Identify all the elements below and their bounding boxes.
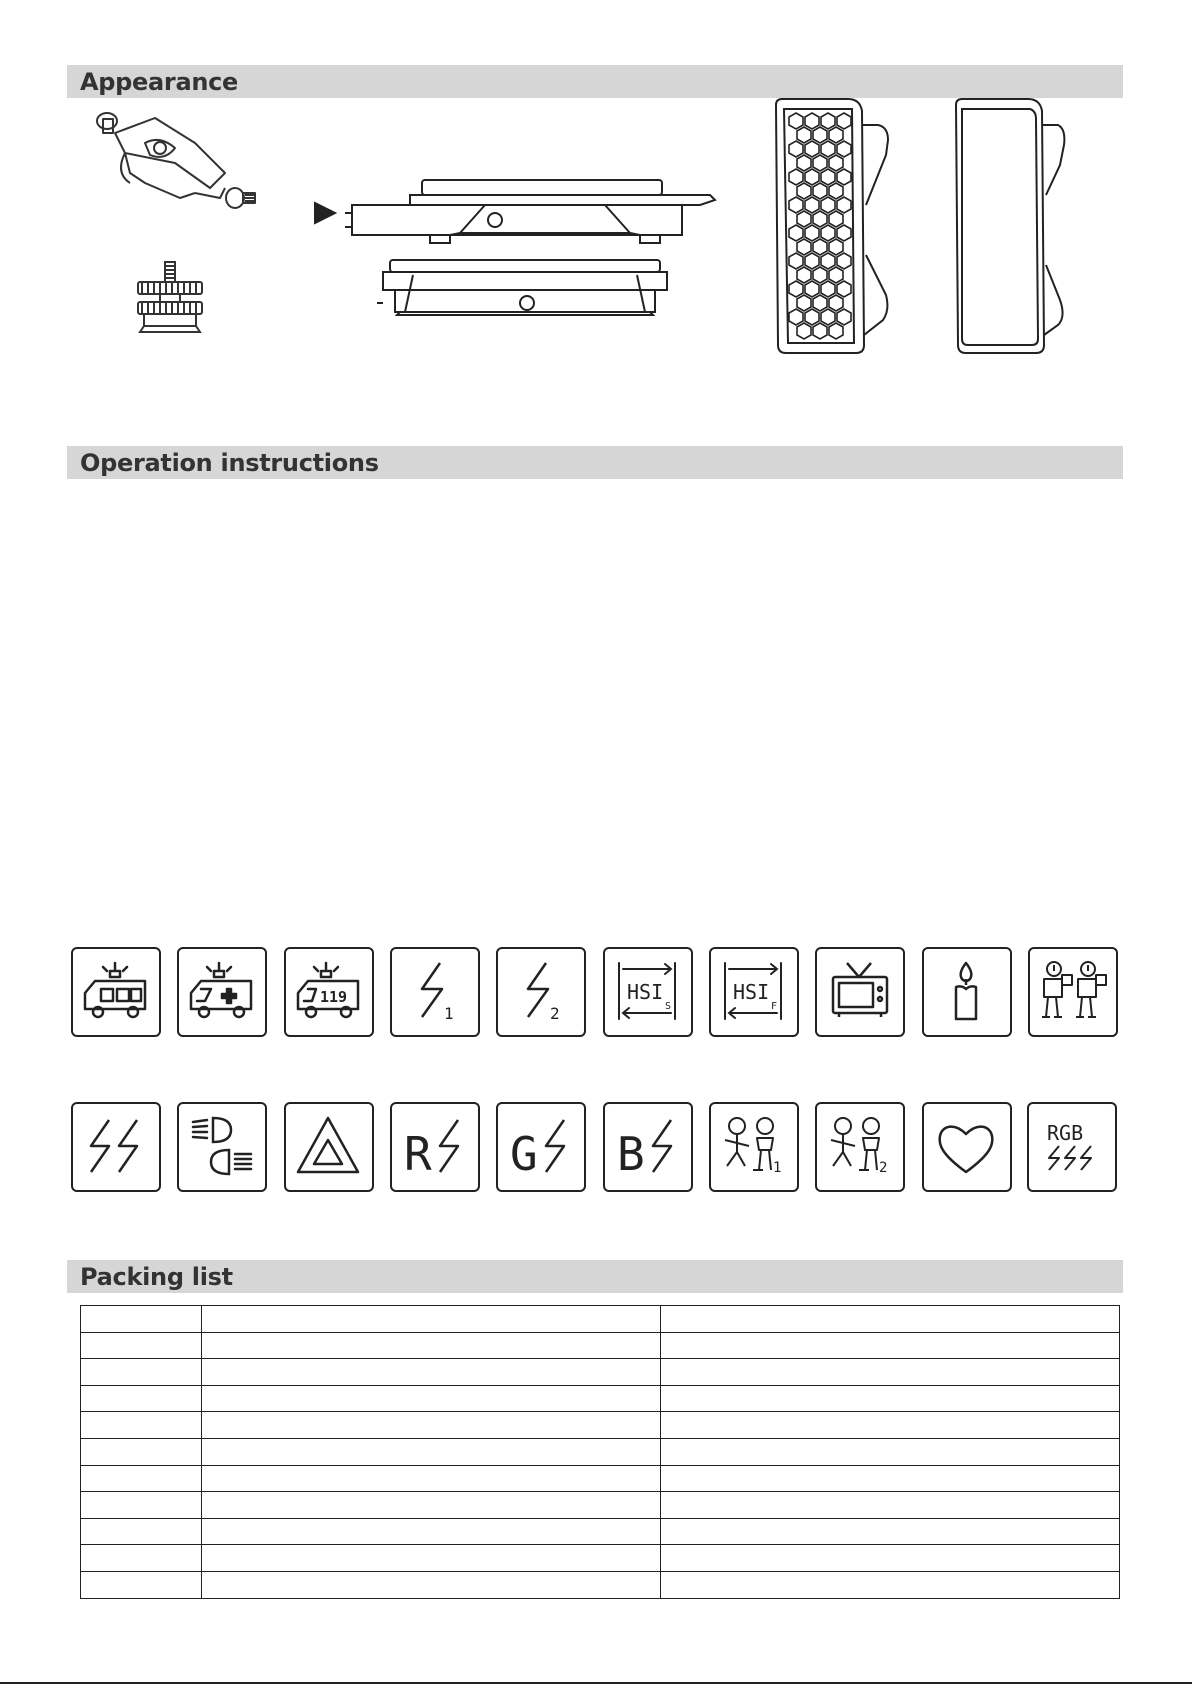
section-title: Packing list — [80, 1263, 233, 1291]
svg-text:F: F — [771, 1001, 778, 1012]
svg-text:1: 1 — [444, 1004, 454, 1023]
table-cell — [202, 1359, 661, 1386]
table-cell — [202, 1332, 661, 1359]
table-cell — [202, 1306, 661, 1333]
svg-text:G: G — [510, 1127, 538, 1181]
section-title: Operation instructions — [80, 449, 379, 477]
table-cell — [202, 1438, 661, 1465]
cold-shoe-adapter-illustration — [130, 260, 210, 340]
table-cell — [661, 1359, 1120, 1386]
page-bottom-rule — [0, 1682, 1192, 1684]
fire-truck-icon — [284, 947, 374, 1037]
table-row — [81, 1545, 1120, 1572]
svg-text:R: R — [404, 1127, 432, 1181]
lightning-1-icon — [390, 947, 480, 1037]
double-lightning-icon — [71, 1102, 161, 1192]
table-cell — [202, 1571, 661, 1598]
table-cell — [202, 1465, 661, 1492]
table-cell — [202, 1492, 661, 1519]
heart-icon — [922, 1102, 1012, 1192]
table-row — [81, 1332, 1120, 1359]
table-row — [81, 1571, 1120, 1598]
table-cell — [81, 1332, 202, 1359]
table-cell — [661, 1306, 1120, 1333]
table-cell — [81, 1492, 202, 1519]
rgb-flash-icon — [1027, 1102, 1117, 1192]
tv-icon — [815, 947, 905, 1037]
diffuser-accessory — [948, 95, 1070, 357]
light-panel-side-view-insert — [310, 175, 720, 250]
hsi-f-icon — [709, 947, 799, 1037]
table-cell — [661, 1412, 1120, 1439]
table-cell — [81, 1571, 202, 1598]
section-header-packing — [67, 1260, 1123, 1293]
dancing-1-icon — [709, 1102, 799, 1192]
red-flash-icon — [390, 1102, 480, 1192]
dancing-2-icon — [815, 1102, 905, 1192]
svg-text:119: 119 — [320, 988, 348, 1006]
svg-text:1: 1 — [773, 1160, 782, 1176]
table-row — [81, 1412, 1120, 1439]
table-cell — [81, 1385, 202, 1412]
table-cell — [661, 1465, 1120, 1492]
table-cell — [81, 1545, 202, 1572]
table-cell — [81, 1412, 202, 1439]
table-row — [81, 1492, 1120, 1519]
table-cell — [661, 1545, 1120, 1572]
svg-text:B: B — [617, 1127, 645, 1181]
svg-text:S: S — [665, 1001, 672, 1012]
table-cell — [202, 1385, 661, 1412]
table-cell — [661, 1518, 1120, 1545]
section-header-appearance — [67, 65, 1123, 98]
clamp-mount-illustration — [85, 103, 265, 223]
police-car-icon — [71, 947, 161, 1037]
table-cell — [661, 1332, 1120, 1359]
table-row — [81, 1306, 1120, 1333]
svg-text:HSI: HSI — [627, 980, 664, 1004]
table-row — [81, 1518, 1120, 1545]
table-cell — [661, 1438, 1120, 1465]
svg-text:RGB: RGB — [1047, 1121, 1084, 1145]
table-cell — [661, 1385, 1120, 1412]
table-cell — [81, 1465, 202, 1492]
warning-triangle-icon — [284, 1102, 374, 1192]
svg-text:2: 2 — [550, 1004, 560, 1023]
honeycomb-grid-accessory — [768, 95, 898, 357]
svg-text:2: 2 — [879, 1160, 888, 1176]
table-cell — [202, 1545, 661, 1572]
packing-list-table — [80, 1305, 1120, 1599]
candle-icon — [922, 947, 1012, 1037]
table-cell — [202, 1412, 661, 1439]
lightning-2-icon — [496, 947, 586, 1037]
ambulance-icon — [177, 947, 267, 1037]
table-row — [81, 1465, 1120, 1492]
light-panel-side-view-assembled — [375, 255, 675, 320]
table-cell — [81, 1438, 202, 1465]
green-flash-icon — [496, 1102, 586, 1192]
section-title: Appearance — [80, 68, 239, 96]
party-1-icon — [1028, 947, 1118, 1037]
blue-flash-icon — [603, 1102, 693, 1192]
table-cell — [81, 1306, 202, 1333]
svg-text:HSI: HSI — [733, 980, 770, 1004]
section-header-operation — [67, 446, 1123, 479]
table-cell — [661, 1492, 1120, 1519]
headlights-icon — [177, 1102, 267, 1192]
table-row — [81, 1438, 1120, 1465]
table-cell — [81, 1518, 202, 1545]
table-cell — [661, 1571, 1120, 1598]
table-cell — [81, 1359, 202, 1386]
hsi-s-icon — [603, 947, 693, 1037]
table-row — [81, 1385, 1120, 1412]
table-row — [81, 1359, 1120, 1386]
table-cell — [202, 1518, 661, 1545]
